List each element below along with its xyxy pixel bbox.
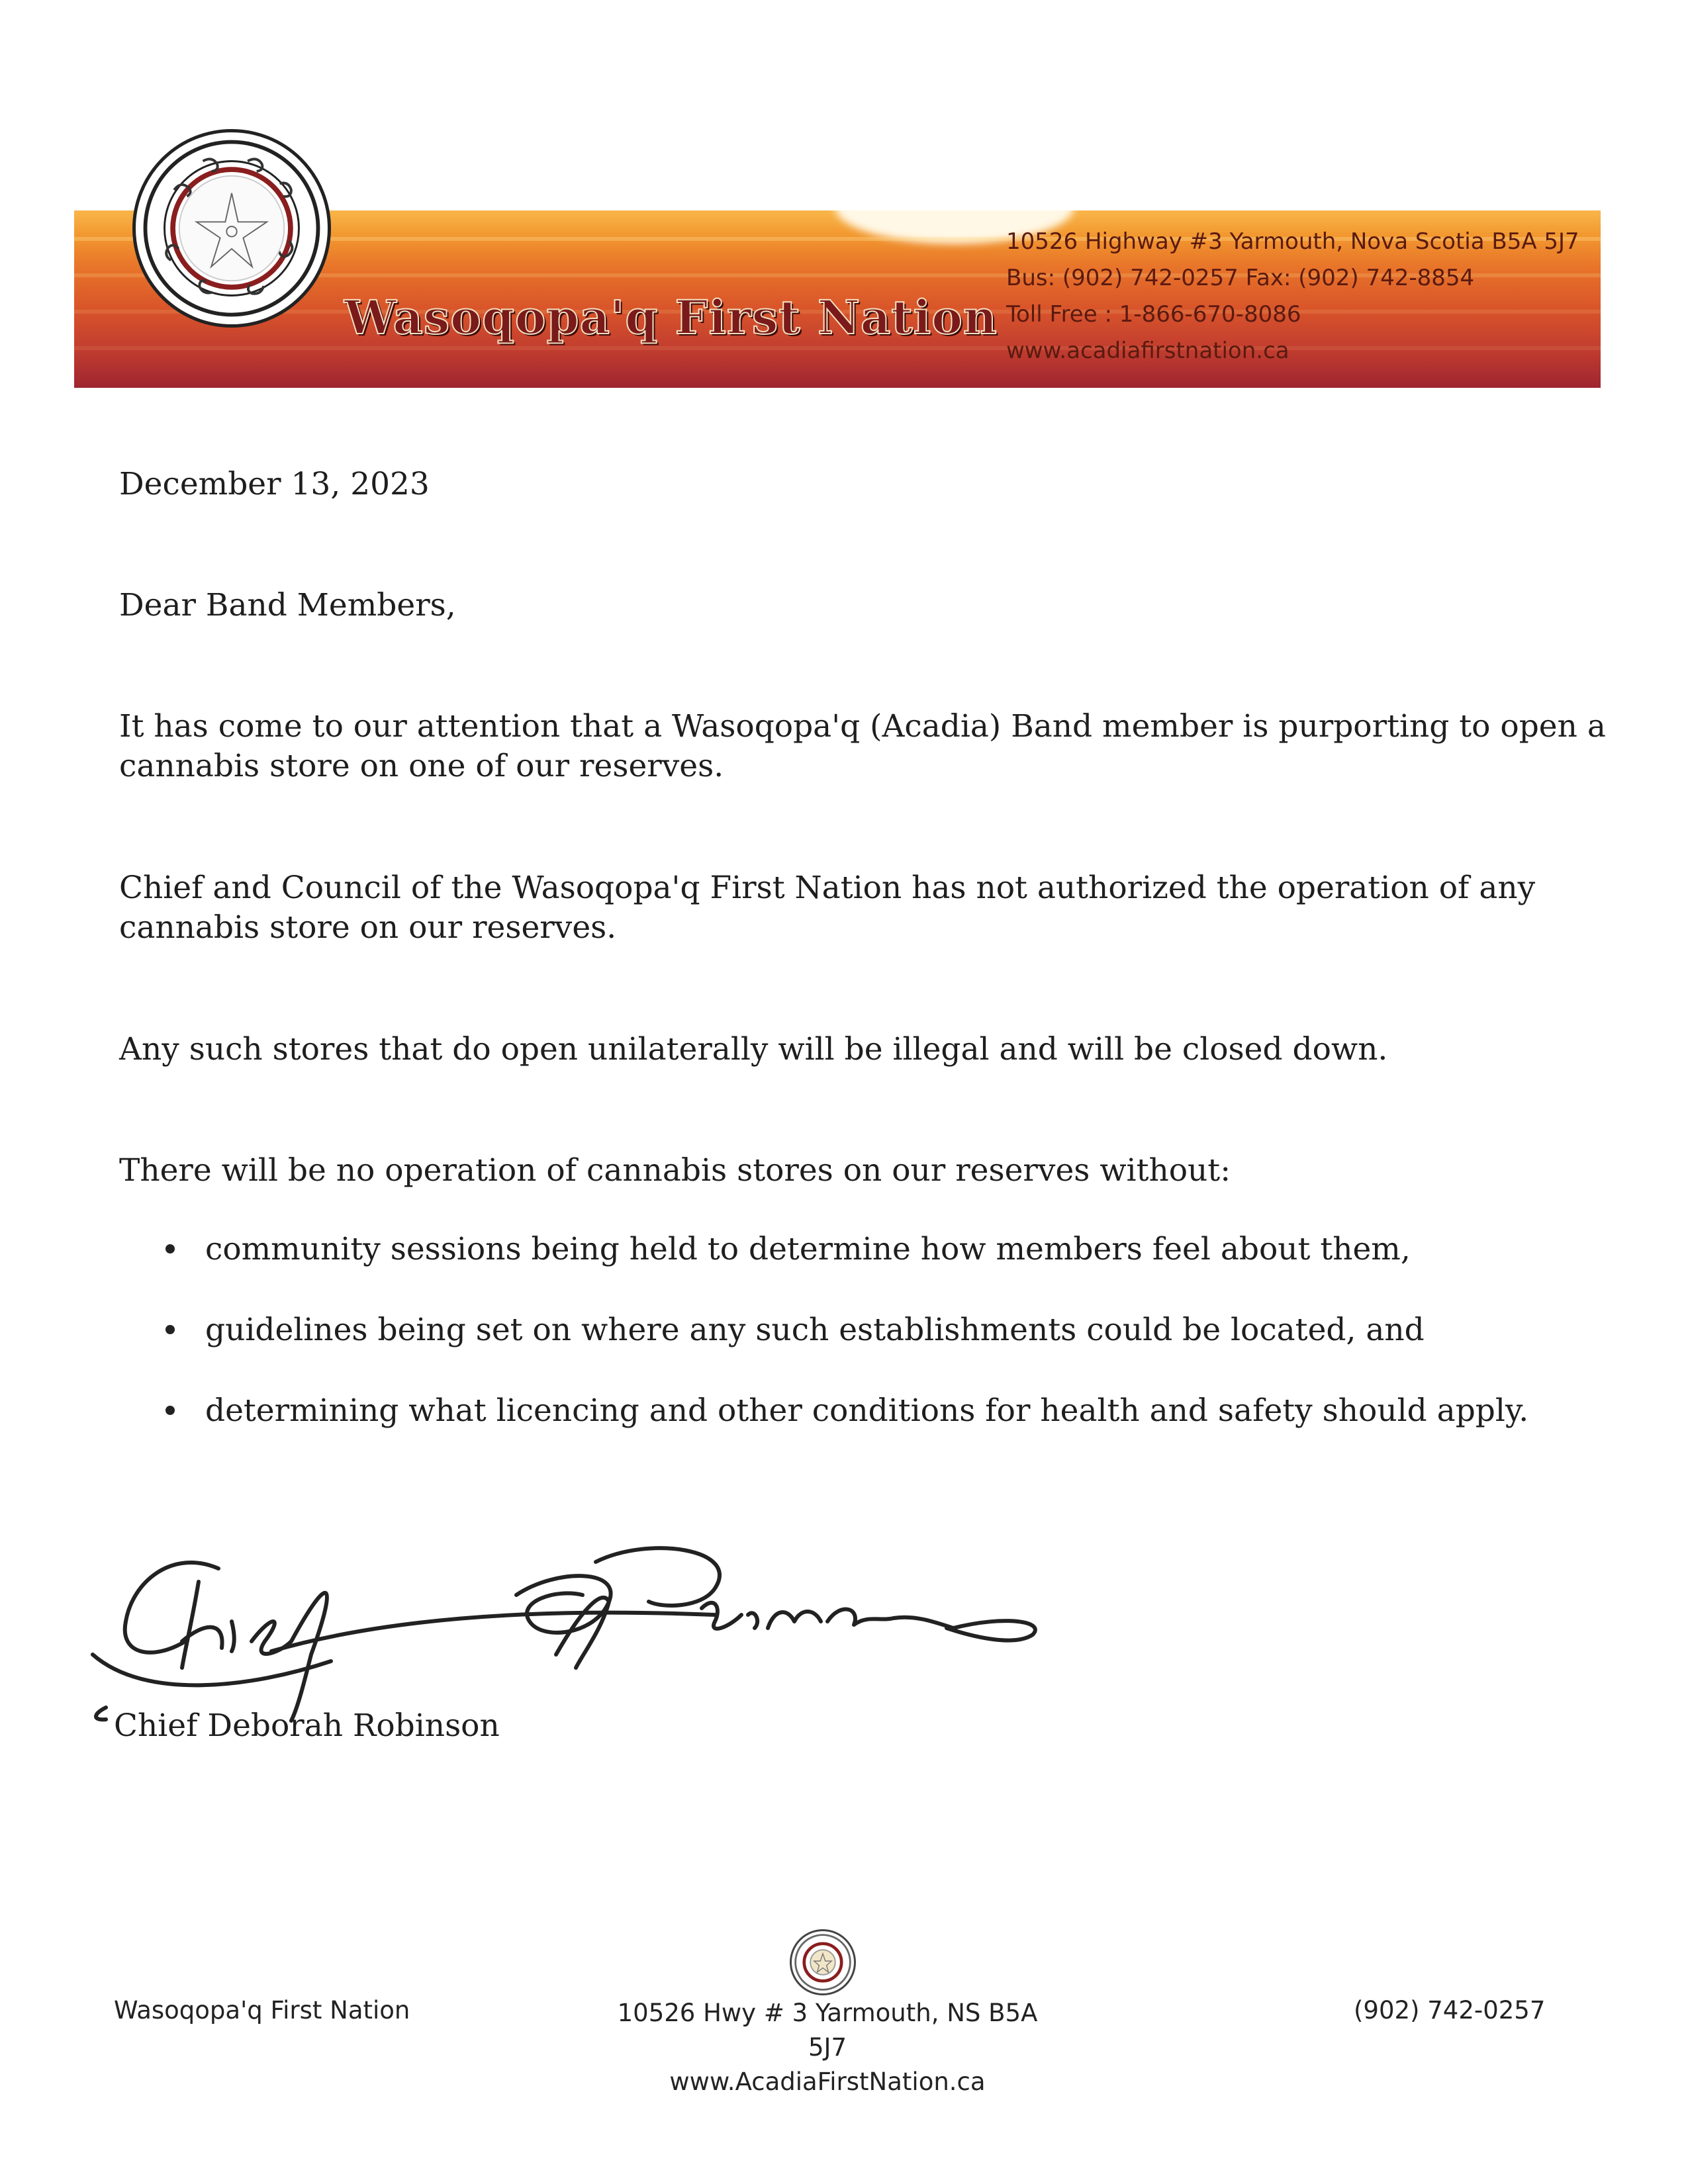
bullet-icon: [165, 1244, 175, 1253]
footer-org: Wasoqopa'q First Nation: [114, 1996, 410, 2025]
sand-dollar-seal-icon: [132, 129, 331, 328]
list-item: [165, 1392, 1528, 1429]
letterhead-address: 10526 Highway #3 Yarmouth, Nova Scotia B5A 5J7: [1006, 228, 1579, 255]
letter-salutation: Dear Band Members,: [119, 587, 456, 623]
letterhead-toll-free: Toll Free : 1-866-670-8086: [1006, 301, 1301, 328]
paragraph-1-line-2: cannabis store on one of our reserves.: [119, 748, 724, 784]
footer-phone: (902) 742-0257: [1354, 1996, 1546, 2025]
list-item-text: determining what licencing and other conditions for health and safety should apply.: [205, 1392, 1529, 1429]
first-nation-seal-icon: [790, 1929, 856, 1995]
list-item: [165, 1312, 1425, 1348]
list-item: [165, 1231, 1411, 1267]
letter-date: December 13, 2023: [119, 466, 430, 502]
list-item-text: guidelines being set on where any such establishments could be located, and: [205, 1312, 1425, 1348]
signer-name: Chief Deborah Robinson: [114, 1707, 500, 1744]
nation-name-heading: Wasoqopa'q First Nation: [344, 290, 998, 345]
bullet-icon: [165, 1325, 175, 1334]
footer-address: 10526 Hwy # 3 Yarmouth, NS B5A 5J7: [617, 1999, 1038, 2062]
paragraph-1: [119, 707, 1606, 786]
paragraph-1-line-1: It has come to our attention that a Wasoqopa'q (Acadia) Band member is purporting to open a: [119, 708, 1606, 745]
handwritten-signature: [53, 1509, 1072, 1727]
paragraph-2-line-1: Chief and Council of the Wasoqopa'q First Nation has not authorized the operation of any: [119, 870, 1536, 906]
paragraph-2-line-2: cannabis store on our reserves.: [119, 909, 617, 946]
list-item-text: community sessions being held to determine how members feel about them,: [205, 1231, 1411, 1267]
paragraph-2: [119, 868, 1535, 948]
footer-address-block: [596, 1996, 1059, 2099]
paragraph-4: There will be no operation of cannabis stores on our reserves without:: [119, 1152, 1231, 1189]
letterhead-phones: Bus: (902) 742-0257 Fax: (902) 742-8854: [1006, 265, 1475, 291]
bullet-icon: [165, 1406, 175, 1415]
letterhead-website[interactable]: www.acadiafirstnation.ca: [1006, 338, 1289, 364]
paragraph-3: Any such stores that do open unilaterally will be illegal and will be closed down.: [119, 1031, 1388, 1068]
letterhead-contact-block: [1006, 224, 1579, 369]
footer-website[interactable]: www.AcadiaFirstNation.ca: [669, 2068, 986, 2096]
